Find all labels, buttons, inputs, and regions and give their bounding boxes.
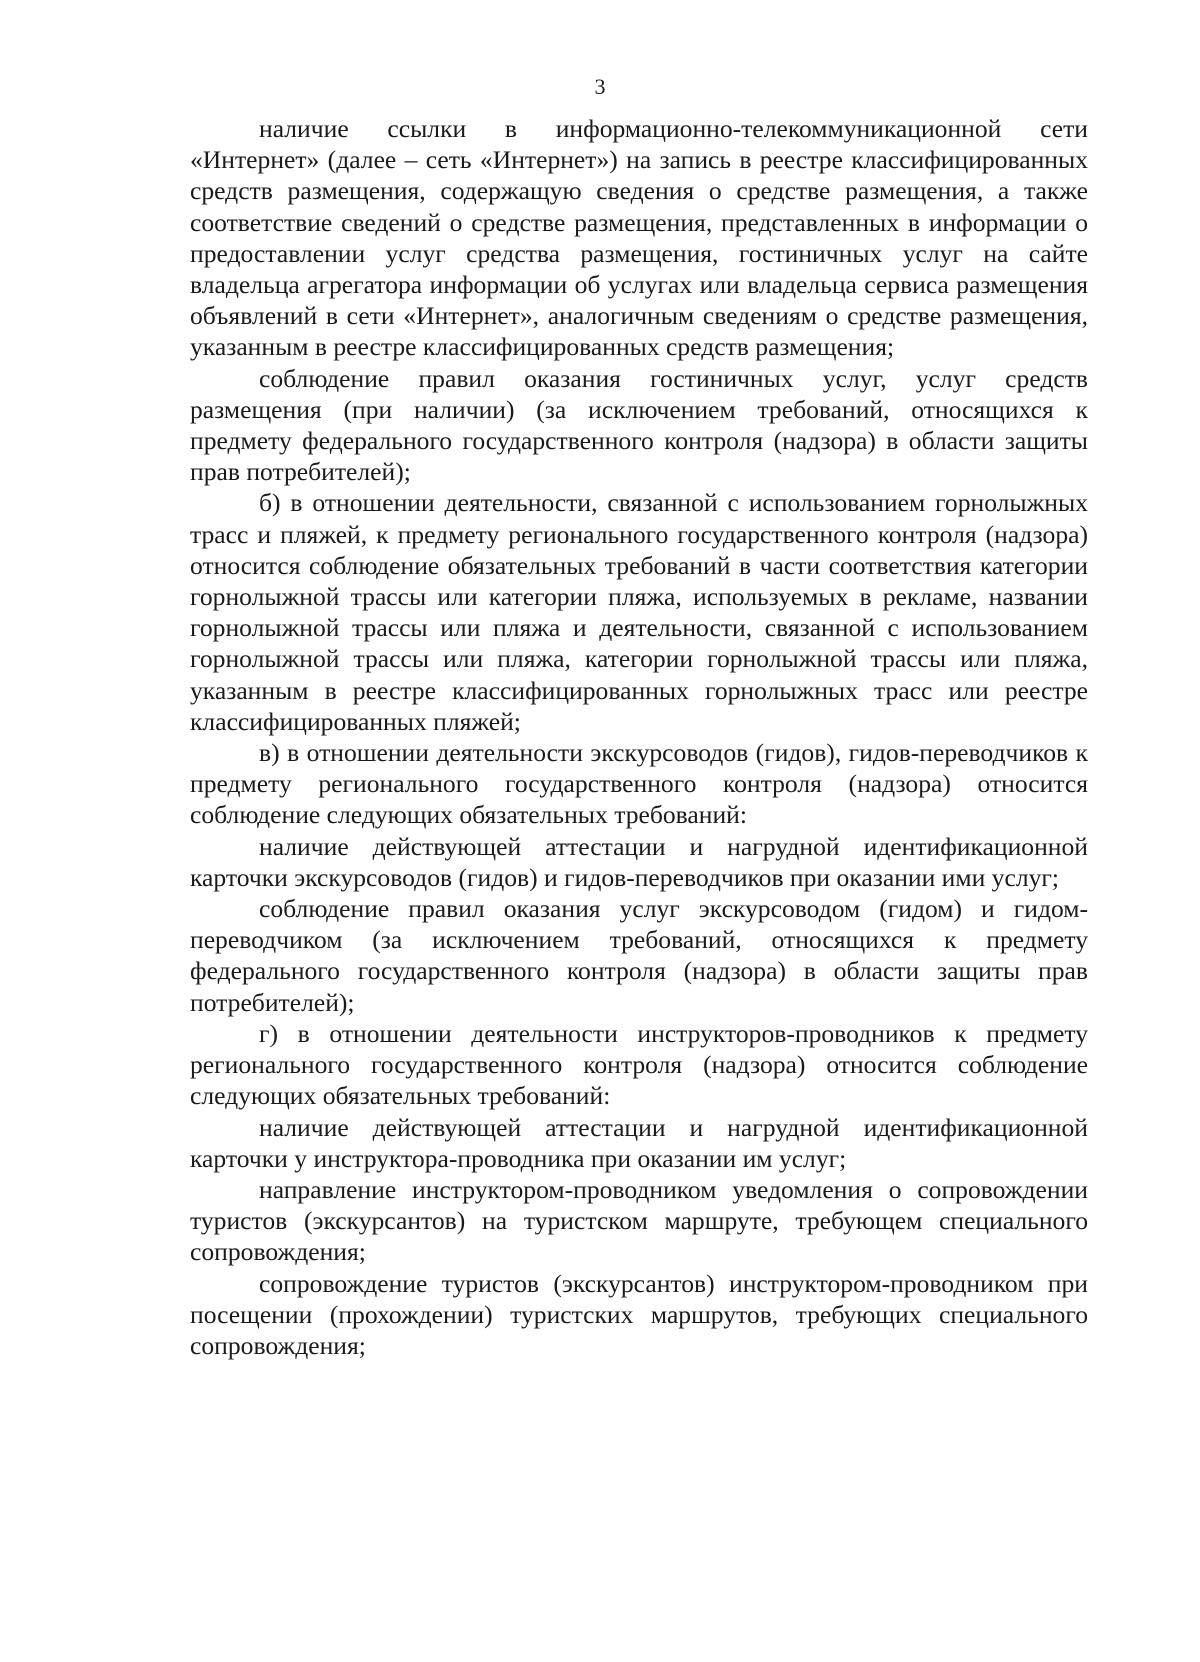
paragraph-guides-certification: наличие действующей аттестации и нагрудной идентификационной карточки экскурсоводов (гидов) и гидов-переводчиков при оказании ими услуг; (190, 831, 1088, 892)
paragraph-instructors-intro: г) в отношении деятельности инструкторов-проводников к предмету регионального государственного контроля (надзора) относится соблюдение следующих обязательных требований: (190, 1018, 1088, 1111)
paragraph-guides-rules: соблюдение правил оказания услуг экскурсоводом (гидом) и гидом-переводчиком (за исключением требований, относящихся к предмету федерального государственного контроля (надзора) в области защиты прав потребителей); (190, 894, 1088, 1017)
paragraph-internet-registry-link: наличие ссылки в информационно-телекоммуникационной сети «Интернет» (далее – сеть «Интернет») на запись в реестре классифицированных средств размещения, содержащую сведения о средстве размещения, а также соответствие сведений о средстве размещения, представленных в информации о предоставлении услуг средства размещения, гостиничных услуг на сайте владельца агрегатора информации об услугах или владельца сервиса размещения объявлений в сети «Интернет», аналогичным сведениям о средстве размещения, указанным в реестре классифицированных средств размещения; (190, 114, 1088, 362)
document-body (190, 113, 1088, 1361)
paragraph-guides-intro: в) в отношении деятельности экскурсоводов (гидов), гидов-переводчиков к предмету регионального государственного контроля (надзора) относится соблюдение следующих обязательных требований: (190, 738, 1088, 830)
paragraph-instructors-escort: сопровождение туристов (экскурсантов) инструктором-проводником при посещении (прохождении) туристских маршрутов, требующих специального сопровождения; (190, 1268, 1088, 1360)
page-number: 3 (594, 74, 606, 99)
paragraph-instructors-certification: наличие действующей аттестации и нагрудной идентификационной карточки у инструктора-проводника при оказании им услуг; (190, 1112, 1088, 1173)
paragraph-instructors-notification: направление инструктором-проводником уведомления о сопровождении туристов (экскурсантов) на туристском маршруте, требующем специального сопровождения; (190, 1174, 1088, 1267)
paragraph-ski-trails-beaches: б) в отношении деятельности, связанной с использованием горнолыжных трасс и пляжей, к предмету регионального государственного контроля (надзора) относится соблюдение обязательных требований в части соответствия категории горнолыжной трассы или категории пляжа, используемых в рекламе, названии горнолыжной трассы или пляжа и деятельности, связанной с использованием горнолыжной трассы или пляжа, категории горнолыжной трассы или пляжа, указанным в реестре классифицированных горнолыжных трасс или реестре классифицированных пляжей; (190, 488, 1088, 736)
paragraph-hotel-rules: соблюдение правил оказания гостиничных услуг, услуг средств размещения (при наличии) (за исключением требований, относящихся к предмету федерального государственного контроля (надзора) в области защиты прав потребителей); (190, 363, 1088, 487)
